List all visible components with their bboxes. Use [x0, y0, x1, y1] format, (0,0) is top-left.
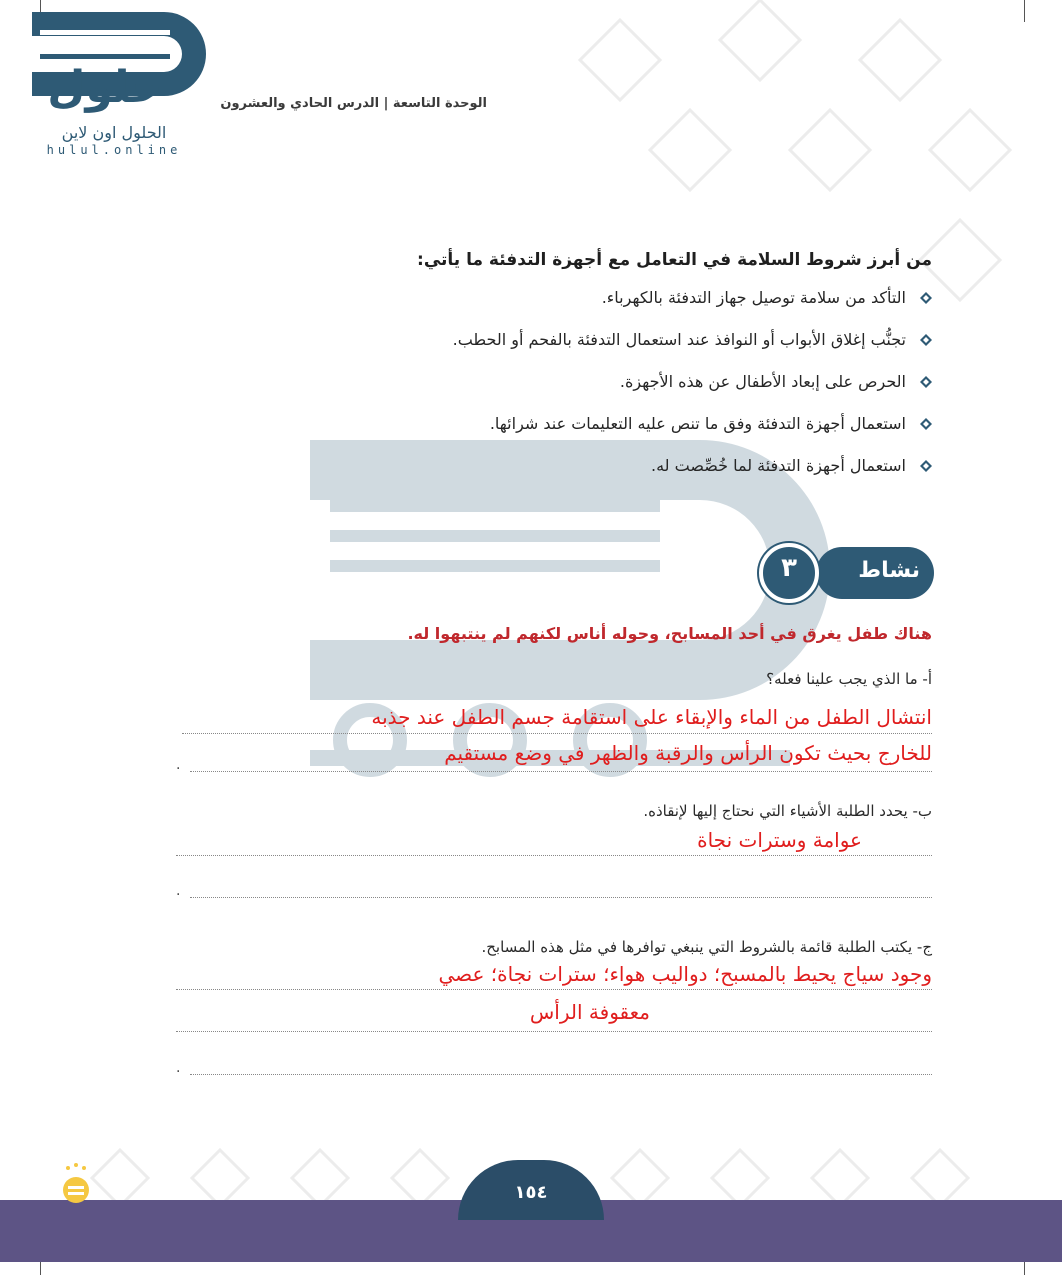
- question-b: ب- يحدد الطلبة الأشياء التي نحتاج إليها لإنقاذه.: [643, 802, 932, 820]
- bullet-text: استعمال أجهزة التدفئة وفق ما تنص عليه التعليمات عند شرائها.: [489, 414, 906, 433]
- list-item: [132, 372, 932, 392]
- bullet-icon: [920, 292, 932, 304]
- bullet-text: تجنُّب إغلاق الأبواب أو النوافذ عند استعمال التدفئة بالفحم أو الحطب.: [452, 330, 906, 349]
- line-end-mark: .: [176, 883, 181, 899]
- decorative-lamp-icon: [58, 1160, 94, 1208]
- answer-line: [190, 897, 932, 898]
- crop-mark: [1024, 0, 1025, 22]
- answer-c-line1: وجود سياج يحيط بالمسبح؛ دواليب هواء؛ سترات نجاة؛ عصي: [438, 962, 932, 986]
- answer-line: [176, 1031, 932, 1032]
- answer-line: [176, 989, 932, 990]
- answer-b-line1: عوامة وسترات نجاة: [697, 828, 862, 852]
- list-item: [132, 330, 932, 350]
- activity-number: ٣: [781, 553, 797, 583]
- bullet-icon: [920, 376, 932, 388]
- list-item: [132, 288, 932, 308]
- bullet-icon: [920, 418, 932, 430]
- page-number: ١٥٤: [514, 1182, 548, 1203]
- answer-line: [190, 771, 932, 772]
- answer-line: [176, 855, 932, 856]
- bullet-text: استعمال أجهزة التدفئة لما خُصِّصت له.: [651, 456, 906, 475]
- activity-label: نشاط: [858, 558, 920, 583]
- answer-a-line2: للخارج بحيث تكون الرأس والرقبة والظهر في وضع مستقيم: [444, 741, 932, 765]
- breadcrumb: الوحدة التاسعة | الدرس الحادي والعشرون: [220, 96, 487, 111]
- safety-intro: من أبرز شروط السلامة في التعامل مع أجهزة التدفئة ما يأتي:: [417, 250, 932, 270]
- answer-line: [182, 733, 932, 734]
- logo-text: حلول: [47, 62, 163, 113]
- answer-a-line1: انتشال الطفل من الماء والإبقاء على استقامة جسم الطفل عند جذبه: [371, 705, 932, 729]
- bullet-icon: [920, 334, 932, 346]
- bullet-text: الحرص على إبعاد الأطفال عن هذه الأجهزة.: [619, 372, 906, 391]
- svg-text:hulul.online: hulul.online: [46, 143, 182, 157]
- question-c: ج- يكتب الطلبة قائمة بالشروط التي ينبغي توافرها في مثل هذه المسابح.: [481, 938, 932, 956]
- safety-list: [132, 288, 932, 498]
- bullet-text: التأكد من سلامة توصيل جهاز التدفئة بالكهرباء.: [601, 288, 906, 307]
- svg-text:الحلول اون لاين: الحلول اون لاين: [61, 123, 167, 142]
- question-a: أ- ما الذي يجب علينا فعله؟: [766, 670, 932, 688]
- activity-header: [759, 543, 934, 603]
- line-end-mark: .: [176, 1060, 181, 1076]
- list-item: [132, 456, 932, 476]
- answer-line: [190, 1074, 932, 1075]
- line-end-mark: .: [176, 757, 181, 773]
- answer-c-line2: معقوفة الرأس: [529, 1000, 650, 1024]
- list-item: [132, 414, 932, 434]
- bullet-icon: [920, 460, 932, 472]
- activity-scenario: هناك طفل يغرق في أحد المسابح، وحوله أناس لكنهم لم ينتبهوا له.: [407, 624, 932, 643]
